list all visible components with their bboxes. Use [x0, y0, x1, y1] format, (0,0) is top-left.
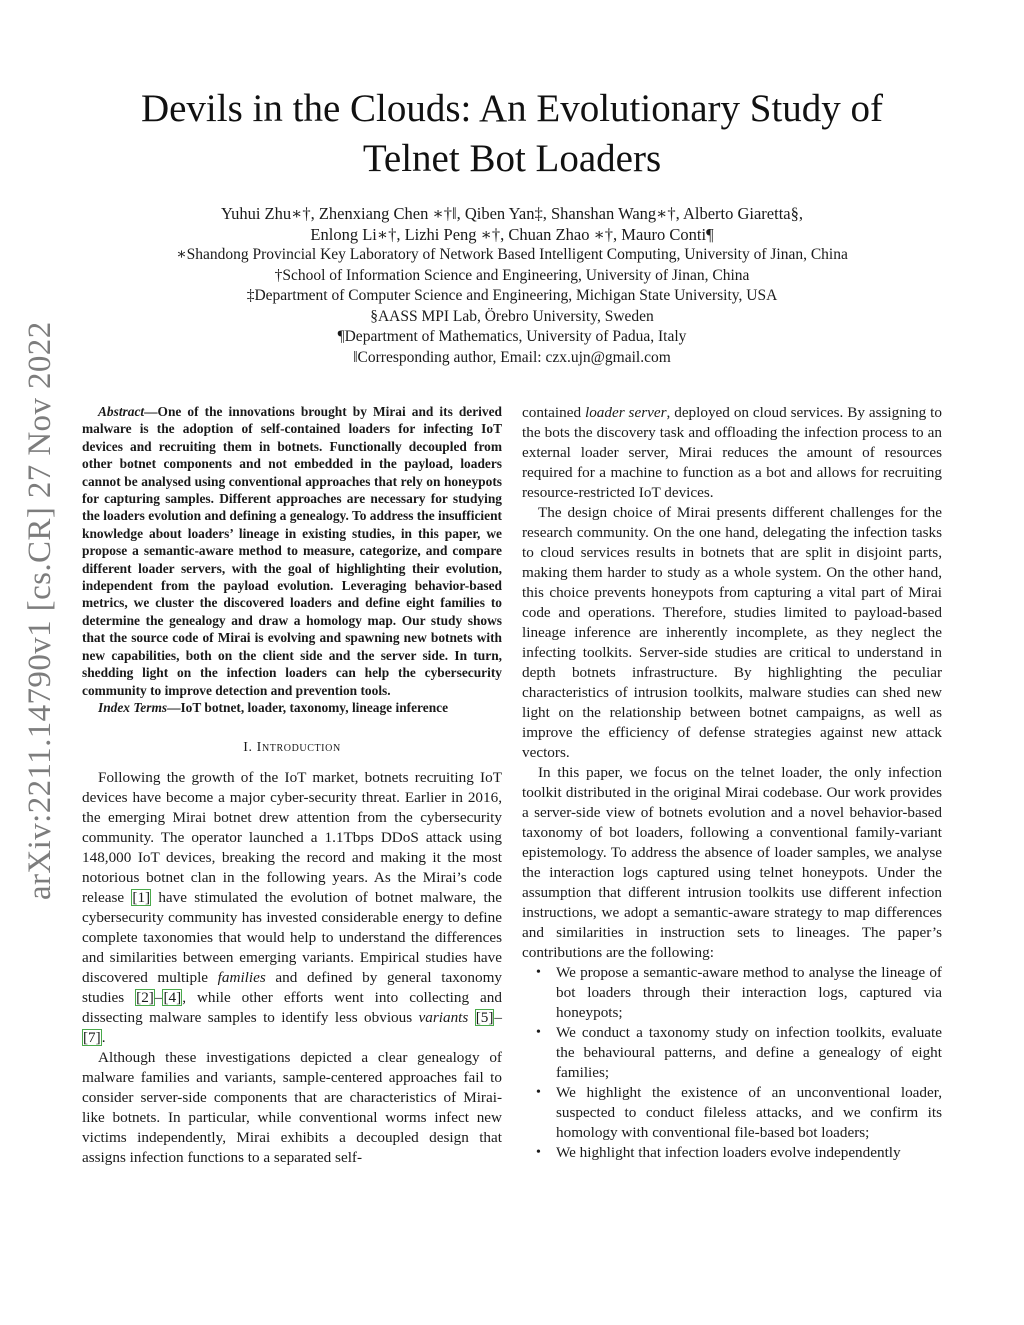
citation-link[interactable]: [1] [132, 889, 151, 907]
para-text: Following the growth of the IoT market, botnets recruiting IoT devices have become a major cyber-security threat. Earlier in 2016, the emerging Mirai botnet drew attention from the cybersecurity community. The operator launched a 1.1Tbps DDoS attack using 148,000 IoT devices, breaking the record and making it the most notorious botnet clan in the following years. As the Mirai’s code release [82, 769, 502, 907]
bullet-icon: • [536, 1085, 541, 1100]
index-terms [82, 699, 502, 716]
affiliation-1: ∗Shandong Provincial Key Laboratory of Network Based Intelligent Computing, University of Jinan, China [176, 246, 848, 263]
bullet-icon: • [536, 965, 541, 980]
para-text: . [101, 1029, 106, 1047]
author-list [120, 203, 904, 245]
bullet-icon: • [536, 1025, 541, 1040]
citation-link[interactable]: [4] [163, 989, 182, 1007]
intro-paragraph-4: In this paper, we focus on the telnet loader, the only infection toolkit distributed in the original Mirai codebase. Our work provides a server-side view of botnets evolution and a novel behavior-based taxonomy of bot loaders, following a conventional family-variant epistemology. To address the absence of loader samples, we analyse the interaction logs captured using telnet honeypots. Under the assumption that different intrusion toolkits use different infection instructions, we adopt a semantic-aware strategy to map differences and similarities in instruction sets to lineages. The paper’s contributions are the following: [522, 764, 942, 961]
list-item [522, 1143, 942, 1163]
list-item-text: We propose a semantic-aware method to analyse the lineage of bot loaders through their interaction logs, captured via honeypots; [556, 964, 942, 1021]
contribution-list [522, 963, 942, 1163]
affiliation-4: §AASS MPI Lab, Örebro University, Sweden [370, 307, 654, 325]
intro-paragraph-3: The design choice of Mirai presents different challenges for the research community. On the one hand, delegating the infection tasks to cloud services results in botnets that are split in disjoint parts, making them harder to study as a whole system. On the other hand, this choice prevents honeypots from capturing a vital part of Mirai code and operations. Therefore, studies limited to payload-based lineage inference are inherently incomplete, as they neglect the infecting toolkits. Server-side studies are critical to understand in depth botnets infrastructure. By highlighting the peculiar characteristics of intrusion toolkits, malware studies can shed new light on the relationship between botnet campaigns, as well as improve the efficiency of defense strategies against new attack vectors. [522, 504, 942, 761]
para-text: and defined by general taxonomy studies [82, 969, 502, 1007]
bullet-icon: • [536, 1145, 541, 1160]
left-column [82, 403, 502, 1168]
author-line-1: Yuhui Zhu∗†, Zhenxiang Chen ∗†‖, Qiben Yan‡, Shanshan Wang∗†, Alberto Giaretta§, [221, 204, 803, 223]
list-item [522, 1023, 942, 1083]
right-column [522, 403, 942, 1163]
para-text: , deployed on cloud services. By assigning to the bots the discovery task and offloading the infection process to an external loader server, Mirai reduces the amount of resources required for a machine to function as a bot and allows for recruiting resource-restricted IoT devices. [522, 404, 942, 501]
abstract-text: —One of the innovations brought by Mirai and its derived malware is the adoption of self-contained loaders for infecting IoT devices and recruiting them in botnets. Functionally decoupled from other botnet components and not embedded in the payload, loaders cannot be analysed using conventional approaches that rely on honeypots for capturing samples. Different approaches are necessary for studying the loaders evolution and defining a genealogy. To address the insufficient knowledge about loaders’ lineage in existing studies, in this paper, we propose a semantic-aware method to measure, categorize, and compare different loader servers, with the goal of highlighting their evolution, independent from the payload evolution. Leveraging behavior-based metrics, we cluster the discovered loaders and define eight families to determine the genealogy and draw a homology map. Our study shows that the source code of Mirai is evolving and spawning new botnets with new capabilities, both on the client side and the server side. In turn, shedding light on the infection loaders can help the cybersecurity community to improve detection and prevention tools. [82, 404, 502, 698]
title-line-2: Telnet Bot Loaders [362, 137, 662, 180]
affiliation-6: ‖Corresponding author, Email: czx.ujn@gmail.com [353, 348, 671, 366]
intro-paragraph-2-continued [522, 403, 942, 503]
citation-link[interactable]: [7] [83, 1029, 101, 1047]
arxiv-side-stamp: arXiv:2211.14790v1 [cs.CR] 27 Nov 2022 [22, 321, 58, 900]
list-item-text: We highlight that infection loaders evolve independently [556, 1144, 901, 1161]
list-item-text: We highlight the existence of an unconventional loader, suspected to conduct fileless attacks, and we confirm its homology with conventional file-based bot loaders; [556, 1084, 942, 1141]
para-text: have stimulated the evolution of botnet malware, the cybersecurity community has invested considerable energy to define complete taxonomies that would help to understand the differences and similarities between emerging variants. Empirical studies have discovered multiple [82, 889, 503, 987]
abstract [82, 403, 502, 699]
affiliation-3: ‡Department of Computer Science and Engineering, Michigan State University, USA [246, 287, 778, 305]
title-line-1: Devils in the Clouds: An Evolutionary Study of [140, 87, 884, 130]
affiliation-list [100, 245, 924, 369]
para-text: , while other efforts went into collecting and dissecting malware samples to identify less obvious [82, 989, 502, 1027]
citation-link[interactable]: [5] [475, 1009, 494, 1027]
author-line-2: Enlong Li∗†, Lizhi Peng ∗†, Chuan Zhao ∗†, Mauro Conti¶ [310, 225, 714, 244]
para-italic: loader server [584, 404, 667, 421]
paper-title [80, 84, 944, 184]
para-text: – [494, 1009, 502, 1027]
list-item [522, 963, 942, 1023]
affiliation-2: †School of Information Science and Engineering, University of Jinan, China [274, 266, 750, 284]
index-terms-label: Index Terms [98, 699, 168, 715]
citation-link[interactable]: [2] [136, 989, 154, 1007]
intro-paragraph-2: Although these investigations depicted a clear genealogy of malware families and variants, sample-centered approaches fail to consider server-side components that are characteristics of Mirai-like botnets. In particular, while conventional worms infect new victims independently, Mirai exhibits a decoupled design that assigns infection functions to a separated self- [82, 1049, 502, 1167]
list-item [522, 1083, 942, 1143]
para-italic: families [217, 969, 266, 987]
list-item-text: We conduct a taxonomy study on infection toolkits, evaluate the behavioural patterns, and define a genealogy of eight families; [556, 1024, 942, 1081]
affiliation-5: ¶Department of Mathematics, University of Padua, Italy [337, 328, 687, 346]
para-text: – [154, 989, 163, 1007]
section-heading-introduction: I. Introduction [243, 740, 341, 756]
intro-paragraph-1 [82, 768, 502, 1048]
index-terms-text: —IoT botnet, loader, taxonomy, lineage inference [167, 699, 449, 715]
para-text: contained [522, 404, 585, 421]
abstract-label: Abstract [98, 404, 145, 419]
para-italic: variants [418, 1009, 469, 1027]
